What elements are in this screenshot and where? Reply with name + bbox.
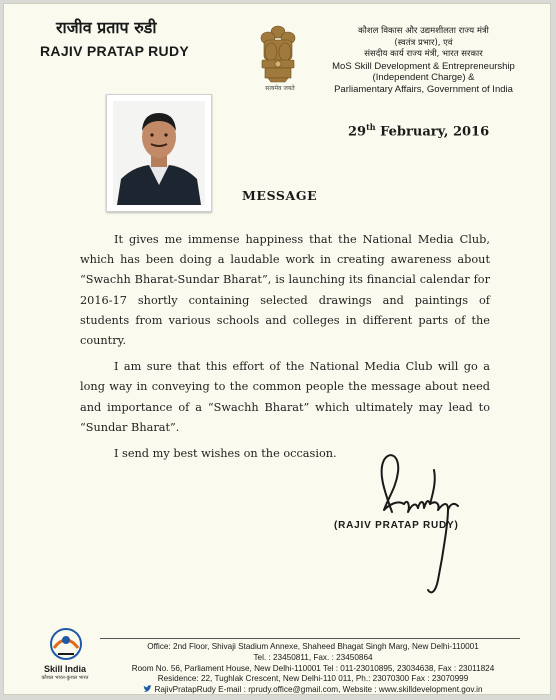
name-hindi: राजीव प्रताप रुडी <box>56 18 157 37</box>
footer-residence: Residence: 22, Tughlak Crescent, New Delhi-110 011, Ph.: 23070300 Fax : 23070999 <box>157 674 469 684</box>
body-paragraph: I am sure that this effort of the National Media Club will go a long way in conveying to the common people the message about need and importance of a “Swachh Bharat” which ultimately may lead to “Sundar Bharat”. <box>80 360 490 434</box>
skill-india-logo-icon <box>42 626 90 662</box>
body-paragraph: I send my best wishes on the occasion. <box>114 447 337 461</box>
portrait-image <box>113 101 205 205</box>
footer-divider <box>100 638 520 639</box>
ministry-line-hindi: संसदीय कार्य राज्य मंत्री, भारत सरकार <box>364 49 483 59</box>
footer-tel: Tel. : 23450811, Fax. : 23450864 <box>253 652 373 662</box>
ministry-block <box>306 26 541 95</box>
footer-office: Office: 2nd Floor, Shivaji Stadium Annexe, Shaheed Bhagat Singh Marg, New Delhi-110001 <box>147 642 479 651</box>
ministry-line-hindi: (स्वतंत्र प्रभार), एवं <box>394 37 453 48</box>
emblem-motto: सत्यमेव जयते <box>265 85 295 92</box>
skill-india-name: Skill India <box>43 664 86 674</box>
message-heading: MESSAGE <box>242 188 318 203</box>
footer-room: Room No. 56, Parliament House, New Delhi-110001 Tel : 011-23010895, 23034638, Fax : 23011824 <box>131 663 495 673</box>
date-month-year: February, 2016 <box>380 124 490 140</box>
twitter-icon <box>143 685 152 693</box>
portrait-photo <box>106 94 212 212</box>
signatory-name: (RAJIV PRATAP RUDY) <box>334 520 459 531</box>
date-day: 29 <box>348 124 367 140</box>
footer-contact-line <box>98 685 528 696</box>
letterhead-page <box>3 3 551 695</box>
name-english: RAJIV PRATAP RUDY <box>40 43 190 59</box>
message-body <box>80 230 490 470</box>
skill-india-tagline: कौशल भारत-कुशल भारत <box>41 675 89 681</box>
body-paragraph: It gives me immense happiness that the National Media Club, which has been doing a laudable work in creating awareness about “Swachh Bharat-Sundar Bharat”, is launching its financial calendar for 2016-17 shortly containing selected drawings and paintings of students from various schools and colleges in different parts of the country. <box>80 233 490 348</box>
ministry-line-hindi: कौशल विकास और उद्यमशीलता राज्य मंत्री <box>358 26 489 36</box>
letter-date <box>348 122 489 139</box>
ministry-line-english: MoS Skill Development & Entrepreneurship <box>332 60 515 72</box>
ministry-line-english: (Independent Charge) & <box>372 72 475 83</box>
date-suffix: th <box>366 122 376 132</box>
ministry-line-english: Parliamentary Affairs, Government of India <box>334 83 513 95</box>
footer-contact: RajivPratapRudy E-mail : rprudy.office@gmail.com, Website : www.skilldevelopment.gov.in <box>154 685 483 695</box>
footer-address <box>98 642 528 696</box>
